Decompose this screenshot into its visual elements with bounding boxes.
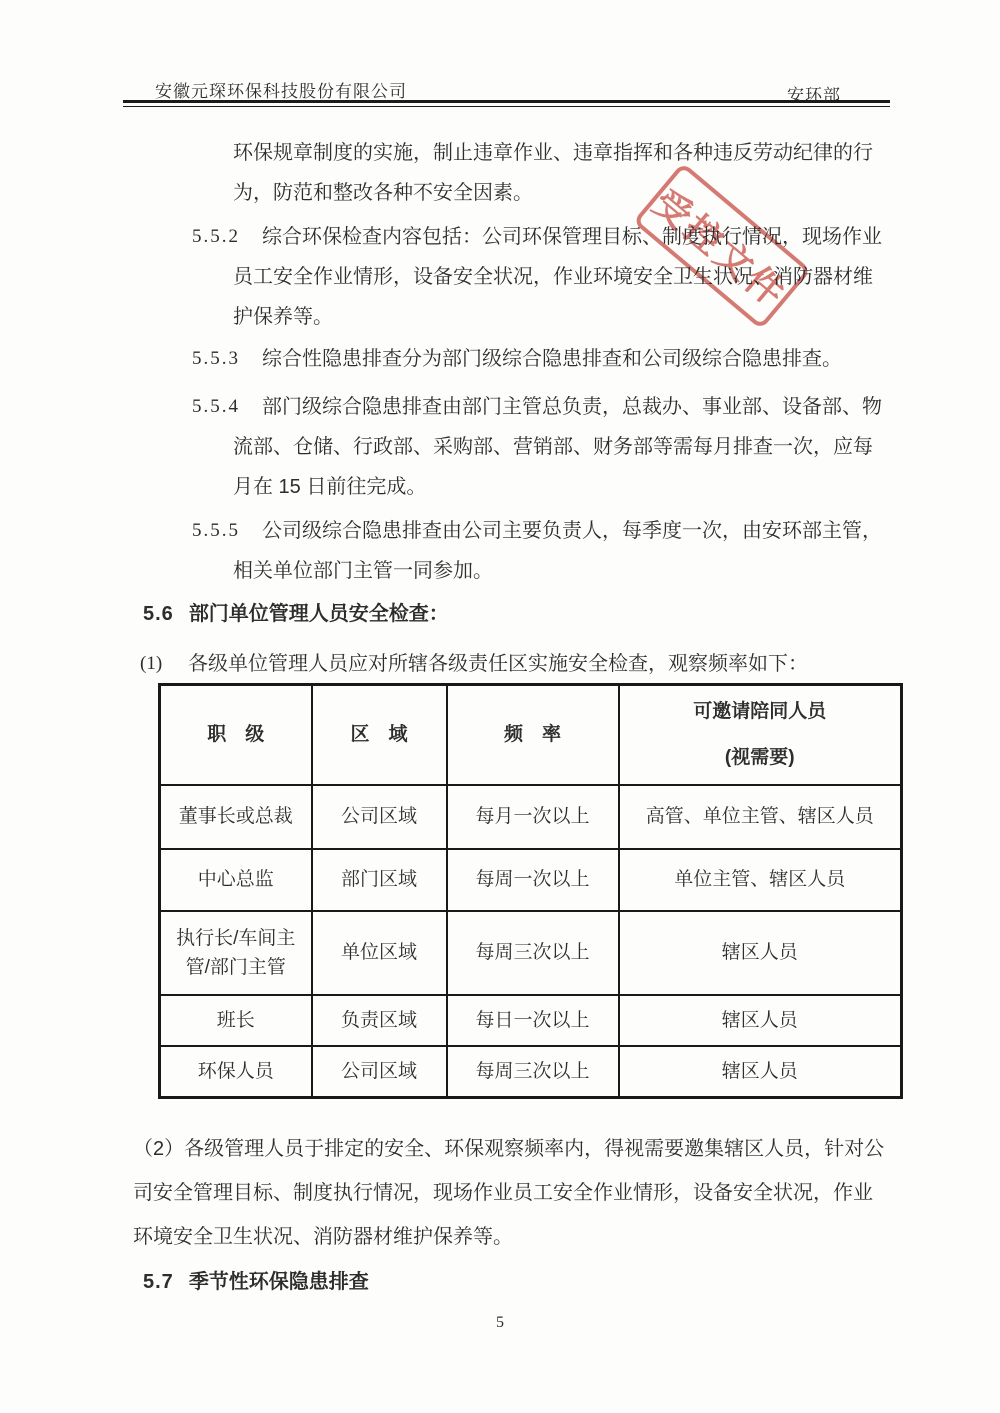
cell-area: 负责区域 <box>312 995 447 1046</box>
cell-companions: 单位主管、辖区人员 <box>619 849 902 911</box>
inspection-table <box>158 683 903 1099</box>
heading-title: 部门单位管理人员安全检查： <box>188 603 449 625</box>
cell-area: 公司区域 <box>312 785 447 849</box>
department-label: 安环部 <box>787 86 841 105</box>
cell-companions: 高管、单位主管、辖区人员 <box>619 785 902 849</box>
cell-frequency: 每周三次以上 <box>447 1046 619 1098</box>
paragraph-line: 部门级综合隐患排查由部门主管总负责，总裁办、事业部、设备部、物 <box>262 396 882 418</box>
table-row <box>160 785 902 849</box>
company-name: 安徽元琛环保科技股份有限公司 <box>155 82 407 101</box>
cell-companions: 辖区人员 <box>619 995 902 1046</box>
cell-position: 环保人员 <box>160 1046 312 1098</box>
heading-title: 季节性环保隐患排查 <box>188 1271 369 1293</box>
paragraph-line: 月在 15 日前往完成。 <box>233 476 427 498</box>
list-item-5-5-5 <box>192 511 940 591</box>
item-number: (1) <box>140 653 163 674</box>
cell-frequency: 每周三次以上 <box>447 911 619 995</box>
list-item-1 <box>140 649 1000 679</box>
cell-area: 公司区域 <box>312 1046 447 1098</box>
paragraph-line: 各级单位管理人员应对所辖各级责任区实施安全检查，观察频率如下： <box>188 653 808 675</box>
table-row <box>160 1046 902 1098</box>
cell-companions: 辖区人员 <box>619 911 902 995</box>
cell-companions: 辖区人员 <box>619 1046 902 1098</box>
table-header-row <box>160 685 902 785</box>
paragraph-line: 公司级综合隐患排查由公司主要负责人，每季度一次，由安环部主管， <box>262 520 882 542</box>
paragraph-line: 员工安全作业情形，设备安全状况，作业环境安全卫生状况、消防器材维 <box>233 266 873 288</box>
heading-number: 5.7 <box>143 1271 174 1293</box>
cell-position: 班长 <box>160 995 312 1046</box>
cell-area: 部门区域 <box>312 849 447 911</box>
header-cell-area: 区 域 <box>312 685 447 785</box>
list-item-5-5-3 <box>192 339 940 379</box>
intro-paragraph <box>233 133 940 213</box>
heading-number: 5.6 <box>143 603 174 625</box>
section-heading-5-7 <box>143 1267 1000 1297</box>
paragraph-2 <box>133 1127 940 1259</box>
section-heading-5-6 <box>143 599 1000 629</box>
paragraph-line: 流部、仓储、行政部、采购部、营销部、财务部等需每月排查一次，应每 <box>233 436 873 458</box>
page-number: 5 <box>496 1314 504 1331</box>
item-number: 5.5.5 <box>192 520 240 541</box>
paragraph-line: 环保规章制度的实施，制止违章作业、违章指挥和各种违反劳动纪律的行 <box>233 142 873 164</box>
paragraph-line: （2）各级管理人员于排定的安全、环保观察频率内，得视需要邀集辖区人员，针对公 <box>133 1138 885 1160</box>
cell-position: 董事长或总裁 <box>160 785 312 849</box>
list-item-5-5-2 <box>192 217 940 337</box>
paragraph-line: 司安全管理目标、制度执行情况，现场作业员工安全作业情形，设备安全状况，作业 <box>133 1182 873 1204</box>
cell-area: 单位区域 <box>312 911 447 995</box>
header-cell-position: 职 级 <box>160 685 312 785</box>
cell-frequency: 每周一次以上 <box>447 849 619 911</box>
paragraph-line: 相关单位部门主管一同参加。 <box>233 560 493 582</box>
list-item-5-5-4 <box>192 387 940 507</box>
table-row <box>160 995 902 1046</box>
cell-position: 执行长/车间主管/部门主管 <box>160 911 312 995</box>
item-number: 5.5.3 <box>192 348 240 369</box>
header-cell-frequency: 频 率 <box>447 685 619 785</box>
paragraph-line: 综合环保检查内容包括：公司环保管理目标、制度执行情况，现场作业 <box>262 226 882 248</box>
paragraph-line: 为，防范和整改各种不安全因素。 <box>233 182 533 204</box>
table-row <box>160 849 902 911</box>
header-cell-companions <box>619 685 902 785</box>
paragraph-line: 综合性隐患排查分为部门级综合隐患排查和公司级综合隐患排查。 <box>262 348 842 370</box>
header-companions-line1: 可邀请陪同人员 <box>693 701 827 723</box>
stamp-text: 受控文件 <box>644 182 794 317</box>
cell-frequency: 每日一次以上 <box>447 995 619 1046</box>
cell-frequency: 每月一次以上 <box>447 785 619 849</box>
paragraph-line: 环境安全卫生状况、消防器材维护保养等。 <box>133 1226 513 1248</box>
item-number: 5.5.4 <box>192 396 240 417</box>
paragraph-line: 护保养等。 <box>233 306 333 328</box>
cell-position: 中心总监 <box>160 849 312 911</box>
item-number: 5.5.2 <box>192 226 240 247</box>
table-row <box>160 911 902 995</box>
header-companions-note: (视需要) <box>724 747 795 769</box>
